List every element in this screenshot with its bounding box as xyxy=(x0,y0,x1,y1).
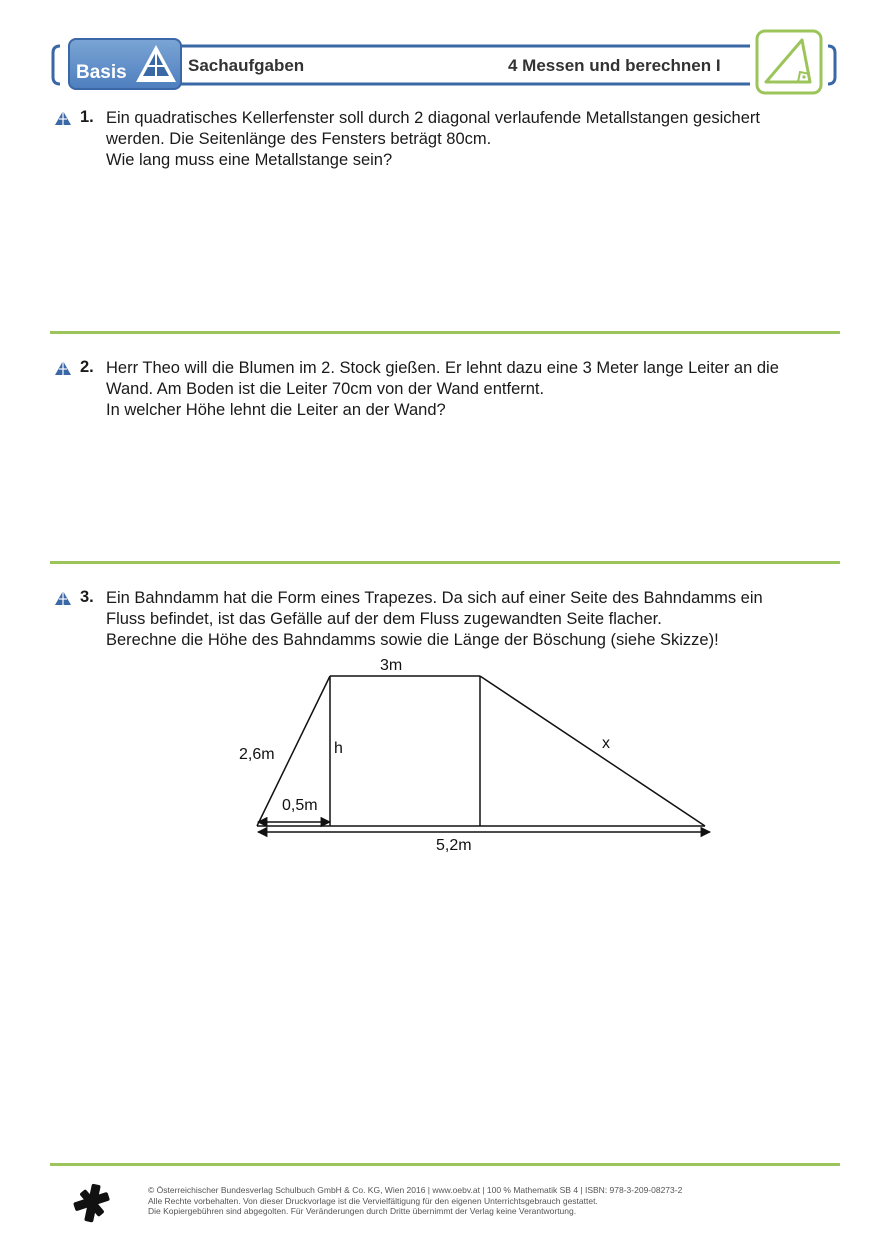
task-line: Wand. Am Boden ist die Leiter 70cm von der Wand entfernt. xyxy=(106,380,545,398)
footer-copyright xyxy=(148,1185,798,1217)
left-side-label: 2,6m xyxy=(239,746,275,763)
footer-divider xyxy=(50,1163,840,1166)
task-number: 3. xyxy=(80,588,94,606)
basis-label: Basis xyxy=(76,62,127,83)
page-title: Sachaufgaben xyxy=(188,56,305,75)
task-text xyxy=(106,358,854,421)
task-3 xyxy=(54,588,854,658)
right-slope xyxy=(480,676,705,826)
trapezoid-sketch xyxy=(230,650,730,860)
left-base-label: 0,5m xyxy=(282,797,318,814)
pyramid-icon xyxy=(134,42,178,86)
footer-line: Die Kopiergebühren sind abgegolten. Für Veränderungen durch Dritte übernimmt der Verlag keine Verantwortung. xyxy=(148,1206,577,1216)
base-label: 5,2m xyxy=(436,837,472,854)
geometry-icon xyxy=(754,28,824,96)
right-side-label: x xyxy=(602,735,610,752)
pyramid-icon xyxy=(54,590,72,606)
task-text xyxy=(106,588,854,651)
publisher-logo-icon xyxy=(72,1182,112,1224)
task-number: 1. xyxy=(80,108,94,126)
task-line: Fluss befindet, ist das Gefälle auf der dem Fluss zugewandten Seite flacher. xyxy=(106,610,662,628)
task-line: Herr Theo will die Blumen im 2. Stock gießen. Er lehnt dazu eine 3 Meter lange Leiter an die xyxy=(106,359,779,377)
task-line: werden. Die Seitenlänge des Fensters beträgt 80cm. xyxy=(106,130,492,148)
pyramid-icon xyxy=(54,360,72,376)
top-label: 3m xyxy=(380,657,403,674)
footer-line: Alle Rechte vorbehalten. Von dieser Druckvorlage ist die Vervielfältigung für den eigenen Unterrichtsgebrauch gestattet. xyxy=(148,1195,598,1206)
task-line: Berechne die Höhe des Bahndamms sowie die Länge der Böschung (siehe Skizze)! xyxy=(106,631,719,649)
section-divider xyxy=(50,561,840,564)
task-1 xyxy=(54,108,854,178)
chapter-title: 4 Messen und berechnen I xyxy=(508,56,721,75)
task-2 xyxy=(54,358,854,428)
task-line: Wie lang muss eine Metallstange sein? xyxy=(106,151,393,169)
task-number: 2. xyxy=(80,358,94,376)
task-line: In welcher Höhe lehnt die Leiter an der Wand? xyxy=(106,401,446,419)
section-divider xyxy=(50,331,840,334)
footer-line: © Österreichischer Bundesverlag Schulbuch GmbH & Co. KG, Wien 2016 | www.oebv.at | 100 % Mathematik SB 4 | ISBN: 978-3-209-08273-2 xyxy=(148,1185,683,1195)
task-line: Ein Bahndamm hat die Form eines Trapezes. Da sich auf einer Seite des Bahndamms ein xyxy=(106,589,763,607)
task-line: Ein quadratisches Kellerfenster soll durch 2 diagonal verlaufende Metallstangen gesichert xyxy=(106,109,760,127)
pyramid-icon xyxy=(54,110,72,126)
task-text xyxy=(106,108,854,171)
height-label: h xyxy=(334,740,343,757)
